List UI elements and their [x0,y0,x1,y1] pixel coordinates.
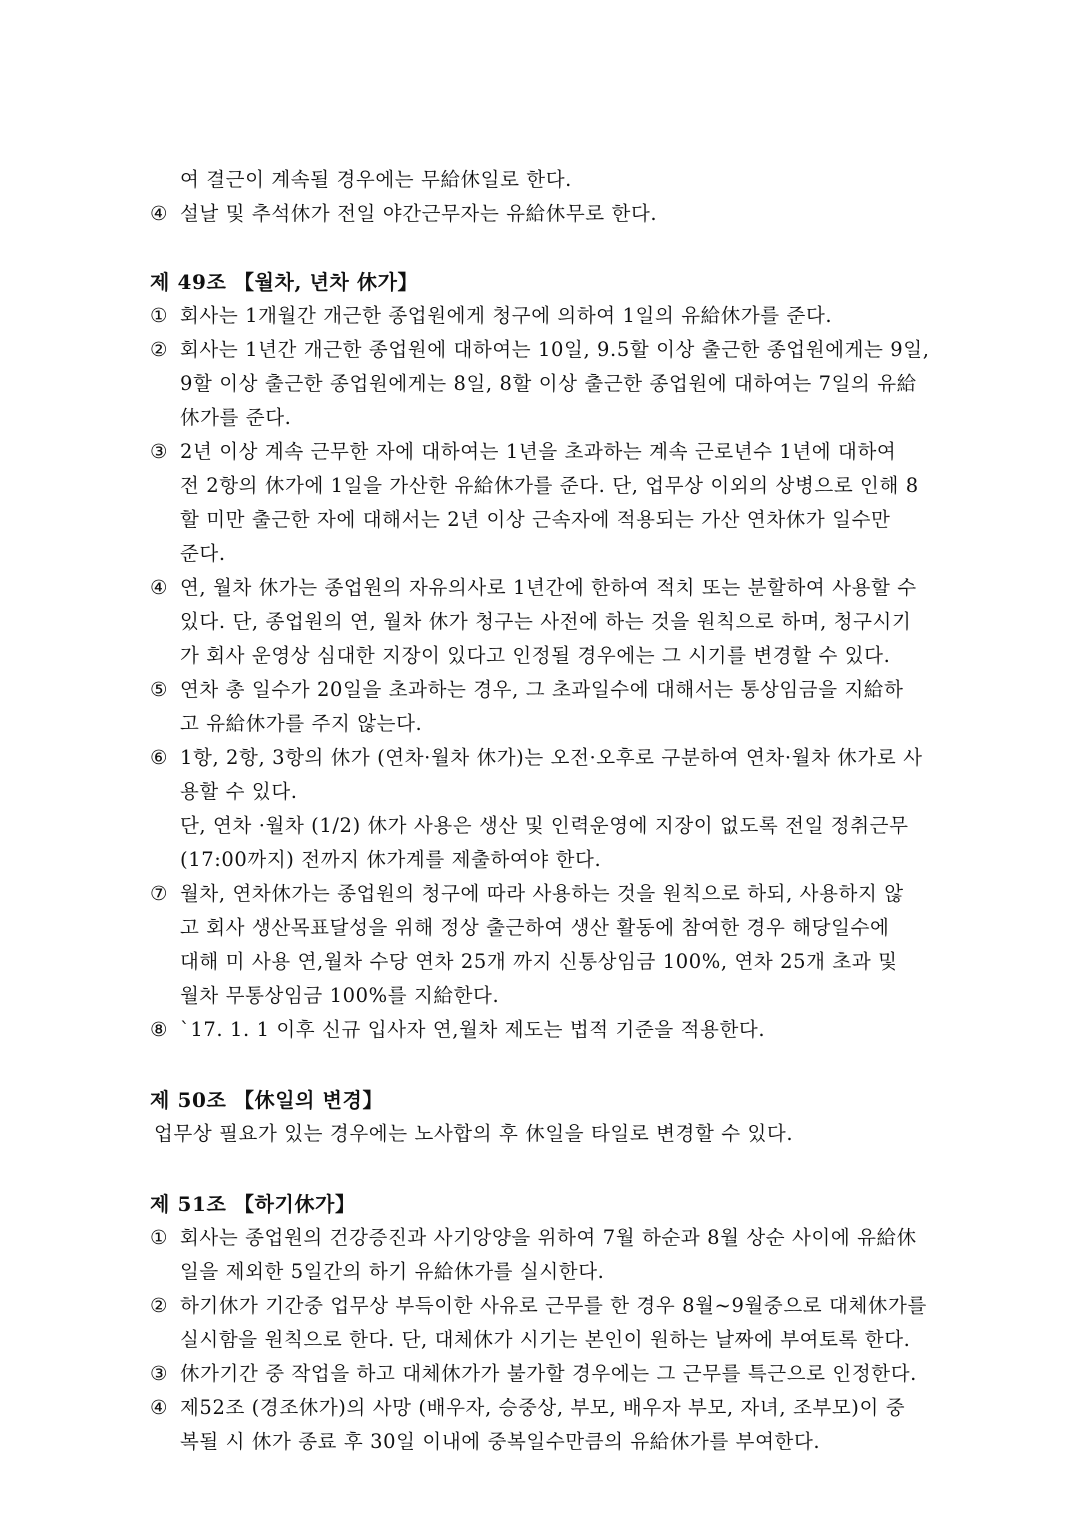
item-number [150,1255,180,1289]
item-number [150,503,180,537]
article-49-heading: 제 49조 【월차, 년차 休가】 [150,270,419,294]
list-item-line [150,571,930,605]
list-item-line [150,435,930,469]
item-number [150,1323,180,1357]
item-text: (17:00까지) 전까지 休가계를 제출하여야 한다. [180,848,602,871]
list-item-line [150,605,930,639]
item-number: ③ [150,1362,169,1385]
list-item-line [150,1391,930,1425]
item-number [150,775,180,809]
list-item-line [150,1323,930,1357]
item-text: 고 회사 생산목표달성을 위해 정상 출근하여 생산 활동에 참여한 경우 해당일수에 [180,916,890,939]
item-number: ① [150,304,169,327]
item-number [150,469,180,503]
item-number [150,707,180,741]
list-item-line [150,367,930,401]
list-item-line [150,945,930,979]
item-text: 회사는 1개월간 개근한 종업원에게 청구에 의하여 1일의 유給休가를 준다. [180,304,833,327]
item-number: ② [150,338,169,361]
item-number [150,367,180,401]
list-item [150,197,930,231]
article-51-heading: 제 51조 【하기休가】 [150,1192,356,1216]
list-item-line [150,1255,930,1289]
item-text: `17. 1. 1 이후 신규 입사자 연,월차 제도는 법적 기준을 적용한다. [180,1018,766,1041]
item-number: ① [150,1226,169,1249]
item-text: 할 미만 출근한 자에 대해서는 2년 이상 근속자에 적용되는 가산 연차休가 일수만 [180,508,891,531]
item-text: 회사는 종업원의 건강증진과 사기앙양을 위하여 7월 하순과 8월 상순 사이에 유給休 [180,1226,917,1249]
list-item-line [150,775,930,809]
item-text: 대해 미 사용 연,월차 수당 연차 25개 까지 신통상임금 100%, 연차 25개 초과 및 [180,950,898,973]
continuation-line: 여 결근이 계속될 경우에는 무給休일로 한다. [180,168,572,191]
list-item-line [150,299,930,333]
document-page [150,163,930,1459]
list-item-line [150,1221,930,1255]
item-text: 일을 제외한 5일간의 하기 유給休가를 실시한다. [180,1260,605,1283]
item-text: 연차 총 일수가 20일을 초과하는 경우, 그 초과일수에 대해서는 통상임금을 지給하 [180,678,904,701]
item-number [150,605,180,639]
item-text: 休가기간 중 작업을 하고 대체休가가 불가할 경우에는 그 근무를 특근으로 인정한다. [180,1362,917,1385]
item-text: 용할 수 있다. [180,780,298,803]
list-item-line [150,877,930,911]
list-item-line [150,979,930,1013]
item-number [150,911,180,945]
list-item-line [150,401,930,435]
list-item-line [150,503,930,537]
item-number: ⑦ [150,882,169,905]
item-number [150,1425,180,1459]
item-number [150,945,180,979]
item-number [150,809,180,843]
item-text: 연, 월차 休가는 종업원의 자유의사로 1년간에 한하여 적치 또는 분할하여 사용할 수 [180,576,917,599]
list-item-line [150,809,930,843]
list-item-line [150,537,930,571]
item-text: 단, 연차 ·월차 (1/2) 休가 사용은 생산 및 인력운영에 지장이 없도록 전일 정취근무 [180,814,909,837]
item-text: 전 2항의 休가에 1일을 가산한 유給休가를 준다. 단, 업무상 이외의 상병으로 인해 8 [180,474,919,497]
item-text: 설날 및 추석休가 전일 야간근무자는 유給休무로 한다. [180,202,658,225]
list-item-line [150,673,930,707]
item-number: ④ [150,576,169,599]
item-number: ④ [150,1396,169,1419]
item-text: 월차 무통상임금 100%를 지給한다. [180,984,500,1007]
list-item-line [150,639,930,673]
item-number [150,843,180,877]
list-item-line [150,707,930,741]
list-item-line [150,911,930,945]
item-text: 고 유給休가를 주지 않는다. [180,712,423,735]
item-number: ② [150,1294,169,1317]
item-number: ③ [150,440,169,463]
list-item-line [150,1357,930,1391]
item-number [150,401,180,435]
item-number: ⑥ [150,746,169,769]
article-50-heading: 제 50조 【休일의 변경】 [150,1088,384,1112]
item-text: 休가를 준다. [180,406,292,429]
item-text: 하기休가 기간중 업무상 부득이한 사유로 근무를 한 경우 8월~9월중으로 대체休가를 [180,1294,927,1317]
article-50-text: 업무상 필요가 있는 경우에는 노사합의 후 休일을 타일로 변경할 수 있다. [154,1122,794,1145]
item-number [150,639,180,673]
list-item-line [150,1425,930,1459]
item-text: 제52조 (경조休가)의 사망 (배우자, 승중상, 부모, 배우자 부모, 자녀, 조부모)이 중 [180,1396,906,1419]
list-item-line [150,843,930,877]
list-item-line [150,741,930,775]
item-text: 1항, 2항, 3항의 休가 (연차·월차 休가)는 오전·오후로 구분하여 연차·월차 休가로 사 [180,746,923,769]
item-text: 있다. 단, 종업원의 연, 월차 休가 청구는 사전에 하는 것을 원칙으로 하며, 청구시기 [180,610,912,633]
item-text: 실시함을 원칙으로 한다. 단, 대체休가 시기는 본인이 원하는 날짜에 부여토록 한다. [180,1328,911,1351]
item-number: ⑤ [150,678,169,701]
item-text: 준다. [180,542,226,565]
article-49-items [150,299,930,1047]
item-text: 회사는 1년간 개근한 종업원에 대하여는 10일, 9.5할 이상 출근한 종업원에게는 9일, [180,338,930,361]
item-number [150,537,180,571]
item-text: 월차, 연차休가는 종업원의 청구에 따라 사용하는 것을 원칙으로 하되, 사용하지 않 [180,882,904,905]
item-text: 9할 이상 출근한 종업원에게는 8일, 8할 이상 출근한 종업원에 대하여는 7일의 유給 [180,372,917,395]
article-51-items [150,1221,930,1459]
item-text: 복될 시 休가 종료 후 30일 이내에 중복일수만큼의 유給休가를 부여한다. [180,1430,821,1453]
list-item-line [150,1013,930,1047]
item-number: ⑧ [150,1018,169,1041]
item-text: 가 회사 운영상 심대한 지장이 있다고 인정될 경우에는 그 시기를 변경할 수 있다. [180,644,891,667]
item-number [150,979,180,1013]
item-number: ④ [150,202,169,225]
item-text: 2년 이상 계속 근무한 자에 대하여는 1년을 초과하는 계속 근로년수 1년에 대하여 [180,440,897,463]
list-item-line [150,1289,930,1323]
list-item-line [150,333,930,367]
list-item-line [150,469,930,503]
